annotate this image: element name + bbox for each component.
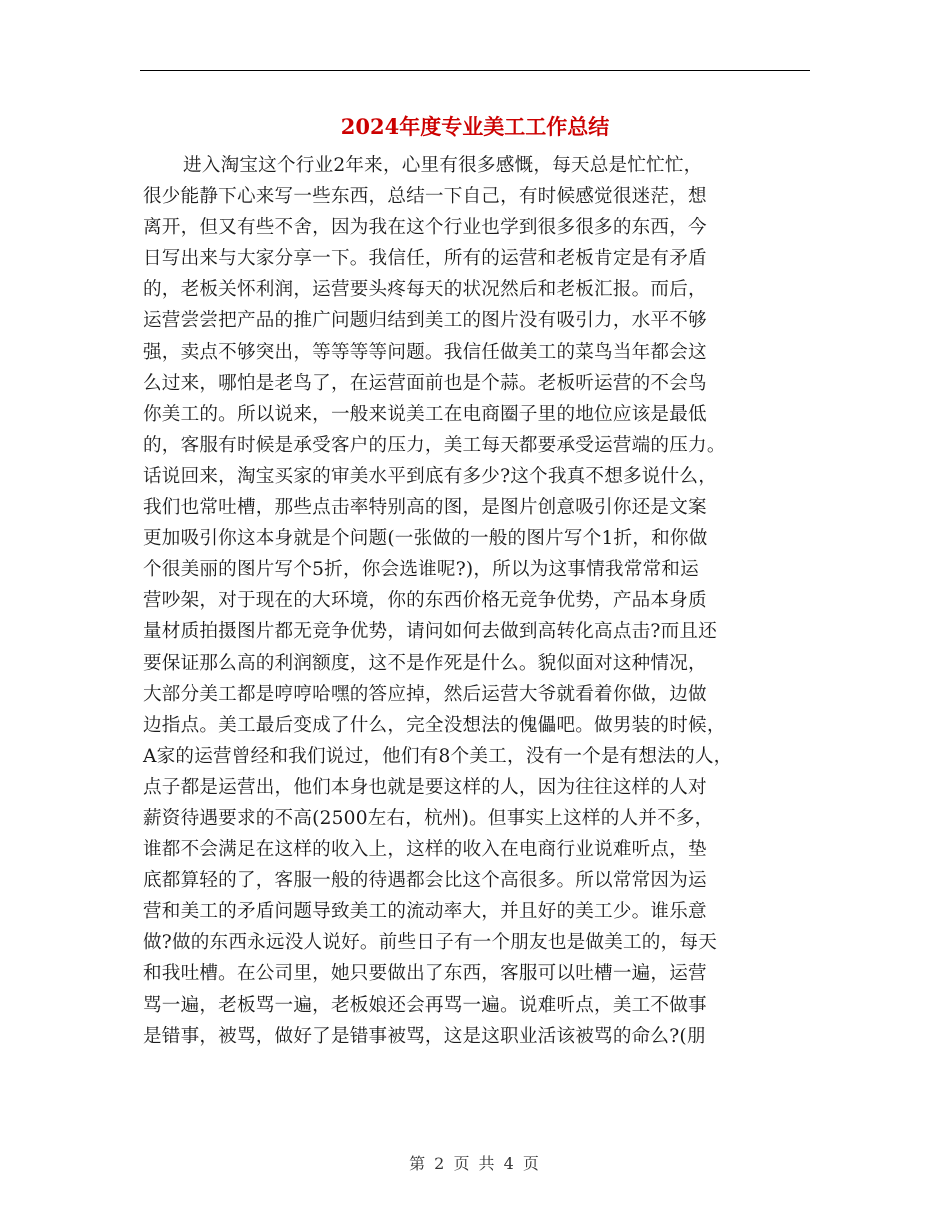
body-line: 强，卖点不够突出，等等等等问题。我信任做美工的菜鸟当年都会这 [143,341,707,363]
body-line: 要保证那么高的利润额度，这不是作死是什么。貌似面对这种情况， [143,652,707,674]
body-line: 个很美丽的图片写个5折，你会选谁呢?)，所以为这事情我常常和运 [143,559,699,581]
body-line: 日写出来与大家分享一下。我信任，所有的运营和老板肯定是有矛盾 [143,248,707,270]
body-line: 么过来，哪怕是老鸟了，在运营面前也是个蒜。老板听运营的不会鸟 [143,372,707,394]
body-line: 大部分美工都是哼哼哈嘿的答应掉，然后运营大爷就看着你做，边做 [143,683,707,705]
body-line: 营和美工的矛盾问题导致美工的流动率大，并且好的美工少。谁乐意 [143,901,707,923]
body-line: 话说回来，淘宝买家的审美水平到底有多少?这个我真不想多说什么， [143,465,717,487]
body-line: 很少能静下心来写一些东西，总结一下自己，有时候感觉很迷茫，想 [143,186,707,208]
body-line: 点子都是运营出，他们本身也就是要这样的人，因为往往这样的人对 [143,776,707,798]
body-line: A家的运营曾经和我们说过，他们有8个美工，没有一个是有想法的人， [143,745,733,767]
body-line: 的，老板关怀利润，运营要头疼每天的状况然后和老板汇报。而后， [143,279,707,301]
document-body [143,150,813,1052]
page-number: 第 2 页 共 4 页 [409,1154,541,1173]
body-line: 骂一遍，老板骂一遍，老板娘还会再骂一遍。说难听点，美工不做事 [143,994,707,1016]
body-line: 更加吸引你这本身就是个问题(一张做的一般的图片写个1折，和你做 [143,528,708,550]
body-line: 和我吐槽。在公司里，她只要做出了东西，客服可以吐槽一遍，运营 [143,963,707,985]
body-line: 我们也常吐槽，那些点击率特别高的图，是图片创意吸引你还是文案 [143,497,707,519]
document-title: 2024年度专业美工工作总结 [340,114,610,139]
body-line: 进入淘宝这个行业2年来，心里有很多感慨，每天总是忙忙忙， [183,155,703,176]
body-line: 做?做的东西永远没人说好。前些日子有一个朋友也是做美工的，每天 [143,932,717,954]
body-line: 离开，但又有些不舍，因为我在这个行业也学到很多很多的东西，今 [143,217,707,239]
body-line: 底都算轻的了，客服一般的待遇都会比这个高很多。所以常常因为运 [143,870,707,892]
header-rule [140,70,810,71]
body-line: 你美工的。所以说来，一般来说美工在电商圈子里的地位应该是最低 [143,403,707,425]
body-line: 谁都不会满足在这样的收入上，这样的收入在电商行业说难听点，垫 [143,839,707,861]
body-line: 的，客服有时候是承受客户的压力，美工每天都要承受运营端的压力。 [143,434,726,456]
body-line: 运营尝尝把产品的推广问题归结到美工的图片没有吸引力，水平不够 [143,310,707,332]
body-line: 边指点。美工最后变成了什么，完全没想法的傀儡吧。做男装的时候， [143,714,726,736]
body-line: 量材质拍摄图片都无竞争优势，请问如何去做到高转化高点击?而且还 [143,621,717,643]
body-line: 营吵架，对于现在的大环境，你的东西价格无竞争优势，产品本身质 [143,590,707,612]
body-line: 薪资待遇要求的不高(2500左右，杭州)。但事实上这样的人并不多， [143,807,714,829]
body-line: 是错事，被骂，做好了是错事被骂，这是这职业活该被骂的命么?(朋 [143,1025,706,1047]
